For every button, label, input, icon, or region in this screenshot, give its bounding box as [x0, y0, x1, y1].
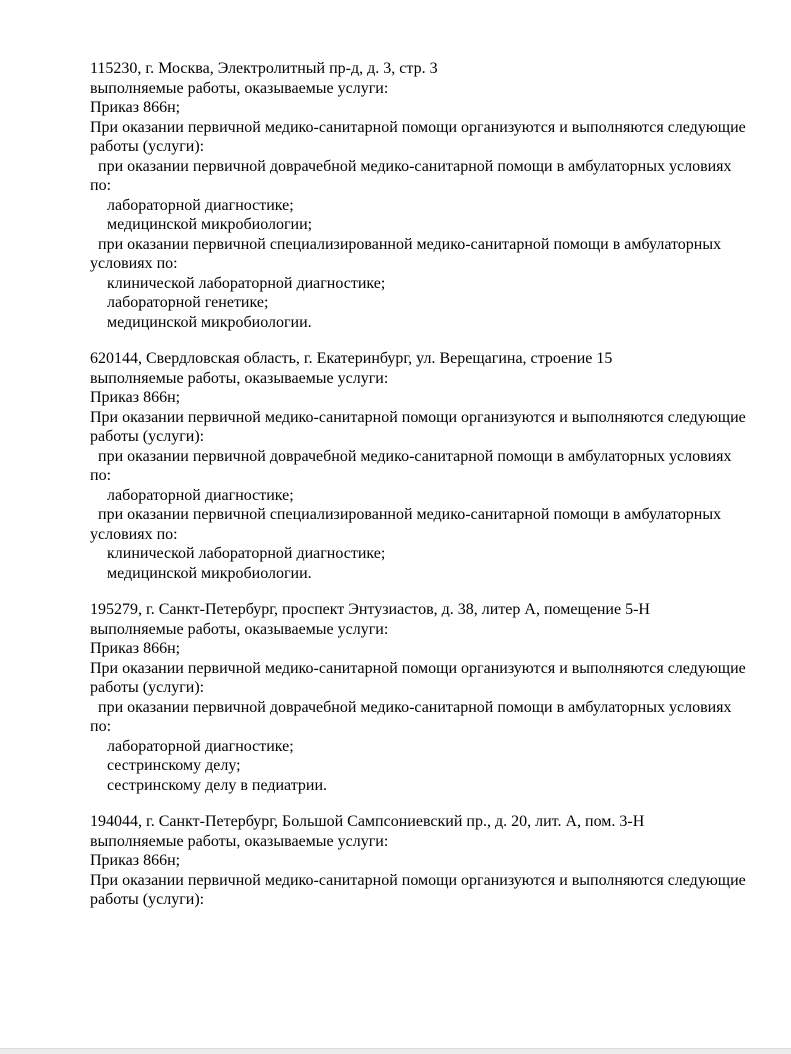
category-line: при оказании первичной специализированной медико-санитарной помощи в амбулаторных — [98, 235, 722, 253]
text-line: При оказании первичной медико-санитарной помощи организуются и выполняются следующие — [90, 408, 746, 426]
text-line: выполняемые работы, оказываемые услуги: — [90, 832, 389, 850]
text-line: При оказании первичной медико-санитарной помощи организуются и выполняются следующие — [90, 659, 746, 677]
text-line: выполняемые работы, оказываемые услуги: — [90, 369, 389, 387]
address-line: 115230, г. Москва, Электролитный пр-д, д. 3, стр. 3 — [90, 60, 438, 77]
license-address-section — [90, 59, 761, 332]
category-line: при оказании первичной доврачебной медико-санитарной помощи в амбулаторных условиях — [98, 698, 732, 716]
license-address-section — [90, 600, 761, 795]
text-line: Приказ 866н; — [90, 852, 181, 869]
text-line: Приказ 866н; — [90, 640, 181, 657]
text-line: условиях по: — [90, 525, 178, 543]
text-line: выполняемые работы, оказываемые услуги: — [90, 79, 389, 97]
address-line: 195279, г. Санкт-Петербург, проспект Энтузиастов, д. 38, литер А, помещение 5-Н — [90, 601, 650, 618]
text-line: выполняемые работы, оказываемые услуги: — [90, 620, 389, 638]
service-item-line: медицинской микробиологии; — [107, 216, 313, 233]
category-line: при оказании первичной доврачебной медико-санитарной помощи в амбулаторных условиях — [98, 447, 732, 465]
address-line: 194044, г. Санкт-Петербург, Большой Сампсониевский пр., д. 20, лит. А, пом. 3-Н — [90, 813, 645, 830]
service-item-line: клинической лабораторной диагностике; — [107, 274, 386, 292]
text-line: по: — [90, 467, 112, 484]
address-line: 620144, Свердловская область, г. Екатеринбург, ул. Верещагина, строение 15 — [90, 350, 613, 367]
category-line: при оказании первичной специализированной медико-санитарной помощи в амбулаторных — [98, 506, 722, 523]
service-item-line: лабораторной генетике; — [107, 294, 269, 311]
service-item-line: сестринскому делу в педиатрии. — [107, 776, 328, 794]
text-line: При оказании первичной медико-санитарной помощи организуются и выполняются следующие — [90, 118, 746, 136]
service-item-line: лабораторной диагностике; — [107, 196, 294, 214]
text-line: условиях по: — [90, 255, 178, 272]
service-item-line: сестринскому делу; — [107, 757, 241, 774]
text-line: При оказании первичной медико-санитарной помощи организуются и выполняются следующие — [90, 871, 746, 889]
license-address-section — [90, 349, 761, 583]
text-line: работы (услуги): — [90, 891, 205, 908]
category-line: при оказании первичной доврачебной медико-санитарной помощи в амбулаторных условиях — [98, 157, 732, 175]
service-item-line: медицинской микробиологии. — [107, 564, 312, 582]
text-line: работы (услуги): — [90, 138, 205, 155]
text-line: работы (услуги): — [90, 428, 205, 445]
text-line: по: — [90, 177, 112, 194]
text-line: Приказ 866н; — [90, 99, 181, 116]
text-line: работы (услуги): — [90, 679, 205, 696]
service-item-line: лабораторной диагностике; — [107, 737, 294, 755]
license-address-section — [90, 812, 761, 910]
service-item-line: медицинской микробиологии. — [107, 313, 312, 331]
service-item-line: клинической лабораторной диагностике; — [107, 545, 386, 562]
text-line: Приказ 866н; — [90, 389, 181, 406]
service-item-line: лабораторной диагностике; — [107, 486, 294, 504]
text-line: по: — [90, 718, 112, 735]
horizontal-scrollbar[interactable] — [0, 1048, 791, 1054]
